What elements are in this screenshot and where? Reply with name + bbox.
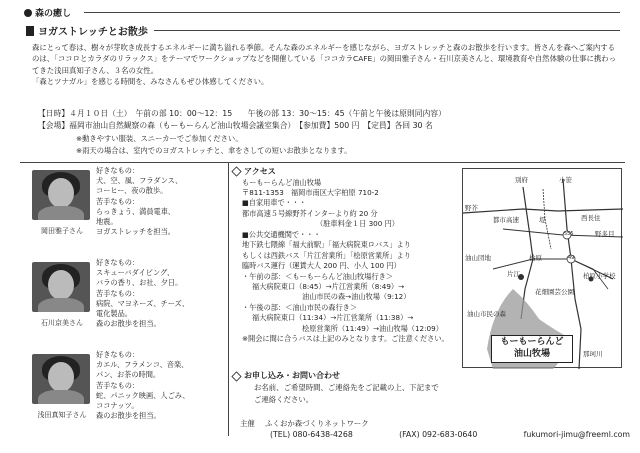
profile-line: 好きなもの： bbox=[96, 258, 140, 267]
map-label: 49 bbox=[568, 255, 575, 261]
access-am-line: 福大病院東口（8:45）→片江営業所（8:49）→ bbox=[252, 281, 405, 291]
venue-row: 【会場】福岡市油山自然観察の森（もーもーらんど油山牧場会議室集合） 【参加費】500 円 【定員】各回 30 名 bbox=[38, 121, 433, 131]
access-heading-text: アクセス bbox=[244, 167, 276, 176]
map-label: 油山市民の森 bbox=[467, 310, 506, 318]
profile-line: コーヒー、夜の散歩。 bbox=[96, 186, 168, 196]
destination-line: 油山牧場 bbox=[513, 349, 550, 359]
map-label: 都市高速 bbox=[493, 216, 519, 224]
category-label: 森の癒し bbox=[35, 9, 72, 19]
profile-line: 好きなもの： bbox=[96, 350, 140, 359]
access-section bbox=[232, 166, 462, 345]
profile-line: バラの香り、お社、夕日。 bbox=[96, 278, 183, 288]
contact-heading-text: お申し込み・お問い合わせ bbox=[244, 371, 340, 380]
access-bus-line: 臨時バス運行（運賃大人 200 円、小人 100 円） bbox=[242, 261, 401, 271]
profile-line: ココナッツ。 bbox=[96, 401, 139, 411]
access-map bbox=[462, 168, 622, 368]
access-car-line: （駐車料金１日 300 円） bbox=[316, 219, 399, 229]
contact-details bbox=[270, 430, 630, 439]
column-divider bbox=[228, 162, 229, 436]
map-label: 西長住 bbox=[581, 214, 601, 222]
photo-okada bbox=[32, 170, 90, 220]
event-info bbox=[38, 108, 623, 156]
access-car-line: 都市高速５号線野芥インターより約 20 分 bbox=[242, 208, 378, 218]
host-row bbox=[240, 418, 369, 429]
intro-paragraph-1: 森にとって春は、樹々が芽吹き成長するエネルギーに満ち溢れる季節。そんな森のエネルギーを感じながら、ヨガストレッチと森のお散歩を行います。皆さんを森へご案内するのは、「ココロとカラダのリラックス」をテーマでワークショップなどを開催している「ココカラCAFE」の岡田雅子さん・石川京美さんと、環境教育や自然体験の仕事に携わってきた浅田真知子さん、３名の女性。 bbox=[32, 43, 617, 75]
map-label: 油山団地 bbox=[465, 254, 491, 262]
access-bus-note: ※開会に間に合うバスは上記のみとなります。ご注意ください。 bbox=[242, 334, 449, 344]
profile-name: 石川京美さん bbox=[41, 319, 83, 327]
diamond-icon bbox=[231, 167, 241, 177]
profile-line: 好きなもの： bbox=[96, 166, 140, 175]
profile-line: 地震。 bbox=[96, 217, 118, 227]
map-label: 555 bbox=[564, 231, 574, 237]
profile-asada bbox=[28, 350, 224, 438]
title-divider bbox=[154, 30, 620, 31]
intro-text bbox=[32, 42, 622, 88]
host-label: 主催 bbox=[240, 419, 255, 428]
header bbox=[24, 6, 620, 38]
section-title-text: ヨガストレッチとお散歩 bbox=[38, 27, 148, 38]
profile-name: 浅田真知子さん bbox=[37, 411, 87, 419]
profile-line: 森のお散歩を担当。 bbox=[96, 411, 161, 421]
profile-line: 苦手なもの： bbox=[96, 380, 140, 390]
profile-line: 森のお散歩を担当。 bbox=[96, 319, 161, 329]
access-place: もーもーらんど油山牧場 bbox=[242, 177, 322, 187]
intro-paragraph-2: 「森とツナガル」を感じる時間を、みなさんもぜひ体感してください。 bbox=[32, 77, 269, 87]
map-label: 堤 bbox=[539, 216, 546, 224]
map-label: 野芥 bbox=[465, 204, 478, 212]
map-label: 小笹 bbox=[559, 176, 572, 184]
date-row: 【日時】４月１０日（土） 午前の部 10：00～12：15 午後の部 13：30～15：45（午前と午後は原則同内容） bbox=[38, 109, 446, 118]
map-label: 花畑園芸公園 bbox=[535, 288, 574, 296]
host-name: ふくおか森づくりネットワーク bbox=[265, 419, 369, 428]
photo-ishikawa bbox=[32, 262, 90, 312]
contact-line: お名前、ご希望時間、ご連絡先をご記載の上、下記まで bbox=[254, 383, 439, 393]
profile-line: カエル、フラメンコ、音楽、 bbox=[96, 360, 189, 370]
map-label: 桧原 bbox=[529, 254, 542, 262]
profile-line: 電化製品。 bbox=[96, 309, 132, 319]
note-rain: ※雨天の場合は、室内でのヨガストレッチと、傘をさしての短いお散歩となります。 bbox=[76, 145, 352, 155]
profile-description bbox=[96, 350, 226, 422]
tel-number[interactable]: (TEL) 080-6438-4268 bbox=[270, 430, 353, 439]
map-label: 別府 bbox=[515, 176, 528, 184]
map-label: 野多目 bbox=[595, 230, 615, 238]
destination-line: もーもーらんど bbox=[500, 337, 564, 347]
profile-line: ヨガストレッチを担当。 bbox=[96, 227, 175, 237]
map-destination-box bbox=[491, 335, 573, 363]
access-bus-line: 地下鉄七隈線「福大前駅」「福大病院東ロバス」より bbox=[242, 240, 411, 250]
photo-asada bbox=[32, 354, 90, 404]
title-marker-icon bbox=[26, 26, 34, 36]
profile-line: パン、お茶の時間。 bbox=[96, 370, 161, 380]
map-label: 片江 bbox=[507, 270, 520, 278]
note-clothing: ※動きやすい服装、スニーカーでご参加ください。 bbox=[76, 133, 243, 143]
access-address: 〒811-1353 福岡市南区大字柏原 710-2 bbox=[242, 188, 379, 198]
profile-line: 苦手なもの： bbox=[96, 196, 140, 206]
profile-description bbox=[96, 166, 226, 238]
profile-line: スキューバダイビング、 bbox=[96, 268, 175, 278]
access-bus-line: もしくは西鉄バス「片江営業所」「桧原営業所」より bbox=[242, 250, 411, 260]
access-pm-line: 桧原営業所（11:49）→油山牧場（12:09） bbox=[302, 323, 443, 333]
profile-ishikawa bbox=[28, 258, 224, 346]
category-divider bbox=[84, 12, 620, 13]
fax-number: (FAX) 092-683-0640 bbox=[399, 430, 478, 439]
contact-line: ご連絡ください。 bbox=[254, 394, 314, 404]
profile-line: らっきょう、満員電車、 bbox=[96, 206, 176, 216]
access-heading bbox=[232, 166, 462, 178]
map-label: 那珂川 bbox=[583, 350, 603, 358]
bullet-icon bbox=[24, 9, 32, 17]
section-divider bbox=[20, 162, 625, 163]
section-title bbox=[24, 23, 620, 38]
profile-line: 病院、マヨネーズ、チーズ、 bbox=[96, 298, 190, 308]
profile-line: 苦手なもの： bbox=[96, 288, 140, 298]
profile-line: 犬、空、風、フラダンス、 bbox=[96, 176, 183, 186]
diamond-icon bbox=[231, 371, 241, 381]
contact-heading bbox=[232, 370, 622, 382]
profile-okada bbox=[28, 166, 224, 254]
profile-line: 蛇、パニック映画、人ごみ、 bbox=[96, 390, 190, 400]
profile-name: 岡田雅子さん bbox=[41, 227, 83, 235]
map-label: 柏原小学校 bbox=[583, 272, 616, 280]
contact-section bbox=[232, 370, 622, 405]
access-bus-heading: ■公共交通機関で・・・ bbox=[242, 229, 321, 239]
access-am-heading: ・午前の部：＜もーもーらんど油山牧場行き＞ bbox=[242, 271, 393, 281]
access-am-line: 油山市民の森→油山牧場（9:12） bbox=[302, 292, 411, 302]
access-car-heading: ■自家用車で・・・ bbox=[242, 198, 307, 208]
access-pm-line: 福大病院東口（11:34）→片江営業所（11:38）→ bbox=[252, 313, 414, 323]
profile-description bbox=[96, 258, 226, 330]
access-pm-heading: ・午後の部：＜油山市民の森行き＞ bbox=[242, 302, 358, 312]
email-address[interactable]: fukumori-jimu@freeml.com bbox=[523, 430, 630, 439]
